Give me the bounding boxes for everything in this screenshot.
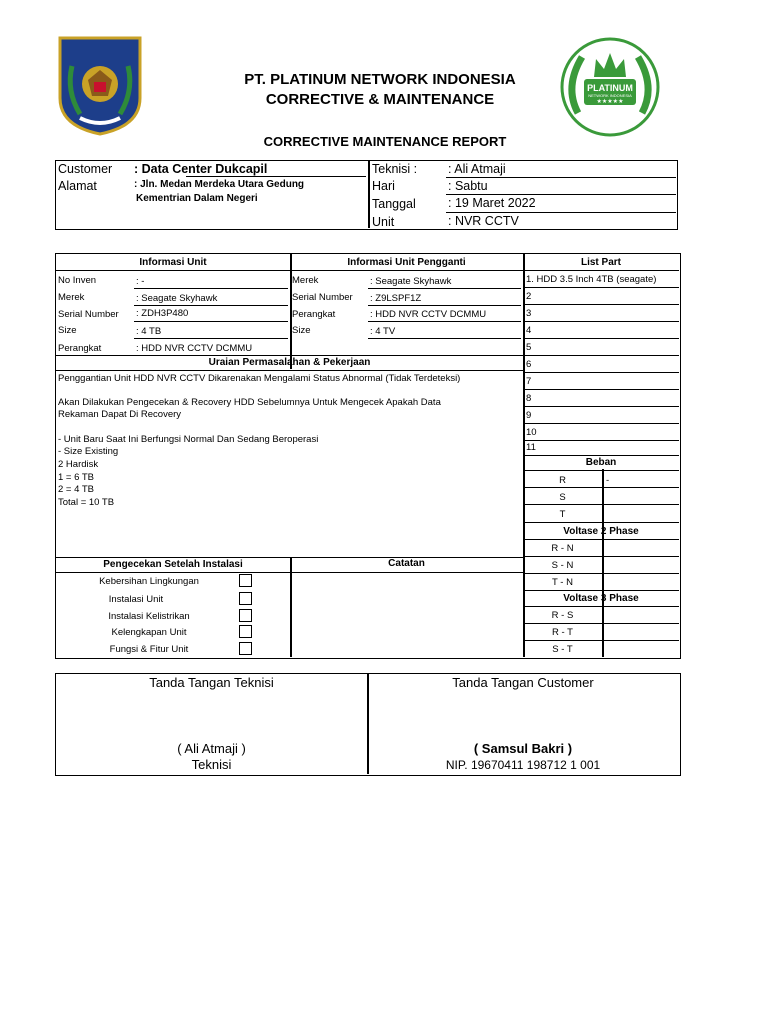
customer-nip: NIP. 19670411 198712 1 001 (445, 758, 601, 772)
replacement-value-2: : HDD NVR CCTV DCMMU (370, 309, 487, 320)
list-part-item-10: 10 (526, 427, 537, 438)
unit-info-label-1: Merek (58, 292, 85, 303)
voltase3-s-t: S - T (552, 644, 573, 655)
voltase2-s-n: S - N (551, 560, 574, 571)
teknisi-value: : Ali Atmaji (448, 162, 506, 176)
check-instalasi-kelistrikan[interactable] (239, 609, 252, 622)
uraian-line-4: - Unit Baru Saat Ini Berfungsi Normal Dan Sedang Beroperasi (58, 434, 319, 445)
check-label-instalasi-unit: Instalasi Unit (108, 594, 164, 605)
alamat-value-1: : Jln. Medan Merdeka Utara Gedung (134, 179, 305, 190)
beban-title: Beban (585, 457, 617, 468)
unit-info-label-0: No Inven (58, 275, 97, 286)
unit-info-label-4: Perangkat (58, 343, 102, 354)
tanggal-value: : 19 Maret 2022 (448, 196, 536, 210)
unit-value: : NVR CCTV (448, 214, 519, 228)
teknisi-label: Teknisi : (372, 162, 418, 176)
check-fungsi-fitur[interactable] (239, 642, 252, 655)
check-label-kelengkapan-unit: Kelengkapan Unit (111, 627, 187, 638)
beban-label-s: S (559, 492, 566, 503)
check-instalasi-unit[interactable] (239, 592, 252, 605)
uraian-line-3: Rekaman Dapat Di Recovery (58, 409, 182, 420)
uraian-line-6: 2 Hardisk (58, 459, 99, 470)
logo-text: PLATINUM (587, 83, 633, 93)
list-part-item-3: 3 (526, 308, 532, 319)
company-division: CORRECTIVE & MAINTENANCE (265, 91, 495, 108)
voltase-3-phase-title: Voltase 3 Phase (563, 593, 639, 604)
check-label-fungsi-fitur: Fungsi & Fitur Unit (109, 644, 189, 655)
uraian-line-2: Akan Dilakukan Pengecekan & Recovery HDD Sebelumnya Untuk Mengecek Apakah Data (58, 397, 441, 408)
list-part-item-7: 7 (526, 376, 532, 387)
unit-info-value-3: : 4 TB (136, 326, 162, 337)
uraian-line-8: 2 = 4 TB (58, 484, 95, 495)
alamat-label: Alamat (58, 179, 97, 193)
voltase2-t-n: T - N (552, 577, 573, 588)
voltase3-r-t: R - T (552, 627, 573, 638)
company-name: PT. PLATINUM NETWORK INDONESIA (244, 71, 516, 88)
company-title (150, 70, 610, 110)
replacement-label-1: Serial Number (292, 292, 353, 303)
list-part-title: List Part (580, 257, 621, 268)
signature-box (55, 673, 681, 776)
ministry-emblem-icon (58, 36, 142, 136)
platinum-logo (556, 37, 664, 137)
check-kelengkapan-unit[interactable] (239, 625, 252, 638)
customer-info-box (55, 160, 678, 230)
check-label-kebersihan: Kebersihan Lingkungan (99, 576, 199, 587)
list-part-item-11: 11 (526, 442, 536, 453)
replacement-value-0: : Seagate Skyhawk (370, 276, 452, 287)
uraian-line-5: - Size Existing (58, 446, 119, 457)
check-kebersihan[interactable] (239, 574, 252, 587)
replacement-label-2: Perangkat (292, 309, 336, 320)
voltase-2-phase-title: Voltase 2 Phase (563, 526, 639, 537)
unit-info-value-0: : - (136, 276, 145, 287)
unit-info-value-1: : Seagate Skyhawk (136, 293, 218, 304)
unit-info-label-2: Serial Number (58, 309, 119, 320)
list-part-item-4: 4 (526, 325, 532, 336)
beban-label-t: T (559, 509, 566, 520)
replacement-value-3: : 4 TV (370, 326, 396, 337)
teknisi-signature-role: Teknisi (191, 757, 232, 772)
hari-label: Hari (372, 179, 395, 193)
unit-info-value-2: : ZDH3P480 (136, 308, 189, 319)
pengecekan-title: Pengecekan Setelah Instalasi (103, 559, 243, 570)
customer-signature-name: ( Samsul Bakri ) (473, 741, 573, 756)
unit-label: Unit (372, 215, 395, 229)
list-part-item-9: 9 (526, 410, 532, 421)
alamat-value-2: Kementrian Dalam Negeri (136, 193, 258, 204)
uraian-line-7: 1 = 6 TB (58, 472, 95, 483)
customer-label: Customer (58, 162, 113, 176)
report-title: CORRECTIVE MAINTENANCE REPORT (263, 134, 507, 149)
list-part-item-8: 8 (526, 393, 532, 404)
ministry-emblem-logo (58, 36, 142, 136)
beban-label-r: R (559, 475, 566, 486)
teknisi-signature-name: ( Ali Atmaji ) (177, 741, 246, 756)
catatan-title: Catatan (388, 558, 425, 569)
replacement-label-3: Size (292, 325, 311, 336)
uraian-title: Uraian Permasalahan & Pekerjaan (208, 357, 371, 368)
list-part-item-2: 2 (526, 291, 532, 302)
check-label-instalasi-kelistrikan: Instalasi Kelistrikan (108, 611, 190, 622)
list-part-item-5: 5 (526, 342, 532, 353)
unit-info-label-3: Size (58, 325, 77, 336)
beban-value-r: - (606, 475, 610, 486)
main-report-table (55, 253, 681, 659)
uraian-line-1: Penggantian Unit HDD NVR CCTV Dikarenakan Mengalami Status Abnormal (Tidak Terdeteksi) (58, 373, 461, 384)
teknisi-signature-title: Tanda Tangan Teknisi (149, 675, 274, 690)
star-rating-icon: ★★★★★ (596, 99, 624, 105)
replacement-value-1: : Z9LSPF1Z (370, 293, 422, 304)
list-part-item-1: 1. HDD 3.5 Inch 4TB (seagate) (526, 274, 657, 285)
uraian-line-9: Total = 10 TB (58, 497, 115, 508)
customer-signature-title: Tanda Tangan Customer (452, 675, 594, 690)
voltase3-r-s: R - S (551, 610, 574, 621)
logo-subtext: NETWORK INDONESIA (588, 93, 632, 98)
customer-value: : Data Center Dukcapil (134, 162, 268, 176)
hari-value: : Sabtu (448, 179, 488, 193)
replacement-label-0: Merek (292, 275, 319, 286)
informasi-unit-title: Informasi Unit (139, 257, 207, 268)
voltase2-r-n: R - N (551, 543, 574, 554)
tanggal-label: Tanggal (372, 197, 416, 211)
unit-info-value-4: : HDD NVR CCTV DCMMU (136, 343, 253, 354)
informasi-pengganti-title: Informasi Unit Pengganti (347, 257, 466, 268)
list-part-item-6: 6 (526, 359, 532, 370)
